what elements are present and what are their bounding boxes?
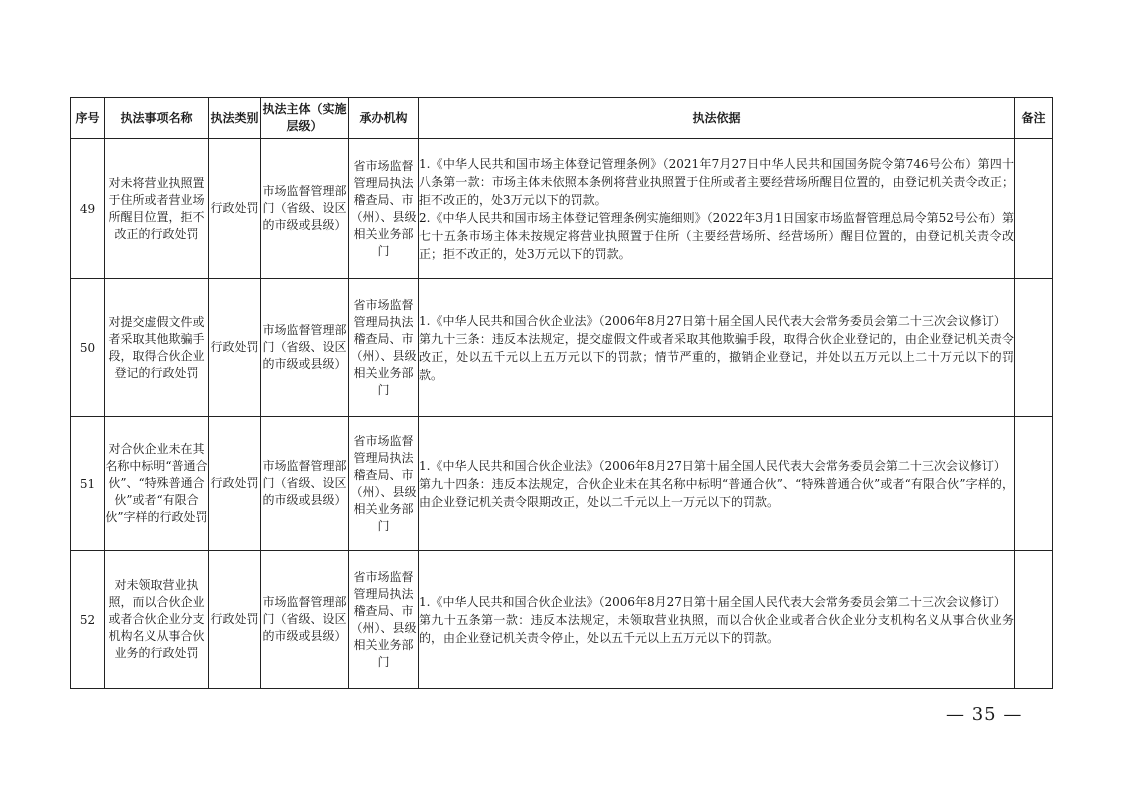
basis-paragraph: 第九十三条：违反本法规定，提交虚假文件或者采取其他欺骗手段，取得合伙企业登记的，由企业登记机关责令改正，处以五千元以上五万元以下的罚款；情节严重的，撤销企业登记，并处以五万元以上二十万元以下的罚款。 [419, 331, 1014, 382]
row-note [1015, 139, 1053, 279]
row-body: 市场监督管理部门（省级、设区的市级或县级） [261, 417, 349, 551]
header-no: 序号 [71, 98, 105, 139]
row-category: 行政处罚 [209, 279, 261, 417]
header-body: 执法主体（实施层级） [261, 98, 349, 139]
row-basis [419, 551, 1015, 689]
table-header-row [71, 98, 1053, 139]
row-name: 对未领取营业执照，而以合伙企业或者合伙企业分支机构名义从事合伙业务的行政处罚 [105, 551, 209, 689]
row-body: 市场监督管理部门（省级、设区的市级或县级） [261, 139, 349, 279]
row-name: 对提交虚假文件或者采取其他欺骗手段，取得合伙企业登记的行政处罚 [105, 279, 209, 417]
row-no: 51 [71, 417, 105, 551]
row-no: 50 [71, 279, 105, 417]
row-category: 行政处罚 [209, 551, 261, 689]
basis-paragraph: 第九十五条第一款：违反本法规定，未领取营业执照，而以合伙企业或者合伙企业分支机构名义从事合伙业务的，由企业登记机关责令停止，处以五千元以上五万元以下的罚款。 [419, 612, 1014, 645]
header-basis: 执法依据 [419, 98, 1015, 139]
row-basis [419, 139, 1015, 279]
row-org: 省市场监督管理局执法稽查局、市（州）、县级相关业务部门 [349, 551, 419, 689]
row-basis [419, 417, 1015, 551]
basis-paragraph: 第九十四条：违反本法规定，合伙企业未在其名称中标明“普通合伙”、“特殊普通合伙”或者“有限合伙”字样的，由企业登记机关责令限期改正，处以二千元以上一万元以下的罚款。 [419, 476, 1014, 509]
row-note [1015, 417, 1053, 551]
row-no: 49 [71, 139, 105, 279]
row-no: 52 [71, 551, 105, 689]
basis-paragraph: 1.《中华人民共和国合伙企业法》（2006年8月27日第十届全国人民代表大会常务委员会第二十三次会议修订） [419, 313, 1006, 328]
table-row [71, 279, 1053, 417]
row-org: 省市场监督管理局执法稽查局、市（州）、县级相关业务部门 [349, 279, 419, 417]
row-body: 市场监督管理部门（省级、设区的市级或县级） [261, 279, 349, 417]
row-org: 省市场监督管理局执法稽查局、市（州）、县级相关业务部门 [349, 139, 419, 279]
enforcement-table [70, 97, 1053, 689]
header-category: 执法类别 [209, 98, 261, 139]
table-row [71, 139, 1053, 279]
row-basis [419, 279, 1015, 417]
basis-paragraph: 2.《中华人民共和国市场主体登记管理条例实施细则》（2022年3月1日国家市场监督管理总局令第52号公布）第七十五条市场主体未按规定将营业执照置于住所（主要经营场所、经营场所）醒目位置的，由登记机关责令改正；拒不改正的，处3万元以下的罚款。 [419, 210, 1014, 261]
header-org: 承办机构 [349, 98, 419, 139]
row-category: 行政处罚 [209, 417, 261, 551]
row-name: 对合伙企业未在其名称中标明“普通合伙”、“特殊普通合伙”或者“有限合伙”字样的行政处罚 [105, 417, 209, 551]
header-note: 备注 [1015, 98, 1053, 139]
row-note [1015, 551, 1053, 689]
table-row [71, 551, 1053, 689]
row-category: 行政处罚 [209, 139, 261, 279]
table-row [71, 417, 1053, 551]
header-name: 执法事项名称 [105, 98, 209, 139]
basis-paragraph: 1.《中华人民共和国合伙企业法》（2006年8月27日第十届全国人民代表大会常务委员会第二十三次会议修订） [419, 594, 1006, 609]
basis-paragraph: 1.《中华人民共和国市场主体登记管理条例》（2021年7月27日中华人民共和国国务院令第746号公布）第四十八条第一款：市场主体未依照本条例将营业执照置于住所或者主要经营场所醒目位置的，由登记机关责令改正；拒不改正的，处3万元以下的罚款。 [419, 156, 1014, 207]
basis-paragraph: 1.《中华人民共和国合伙企业法》（2006年8月27日第十届全国人民代表大会常务委员会第二十三次会议修订） [419, 458, 1006, 473]
row-name: 对未将营业执照置于住所或者营业场所醒目位置，拒不改正的行政处罚 [105, 139, 209, 279]
page-number: — 35 — [946, 704, 1023, 725]
row-body: 市场监督管理部门（省级、设区的市级或县级） [261, 551, 349, 689]
row-org: 省市场监督管理局执法稽查局、市（州）、县级相关业务部门 [349, 417, 419, 551]
row-note [1015, 279, 1053, 417]
